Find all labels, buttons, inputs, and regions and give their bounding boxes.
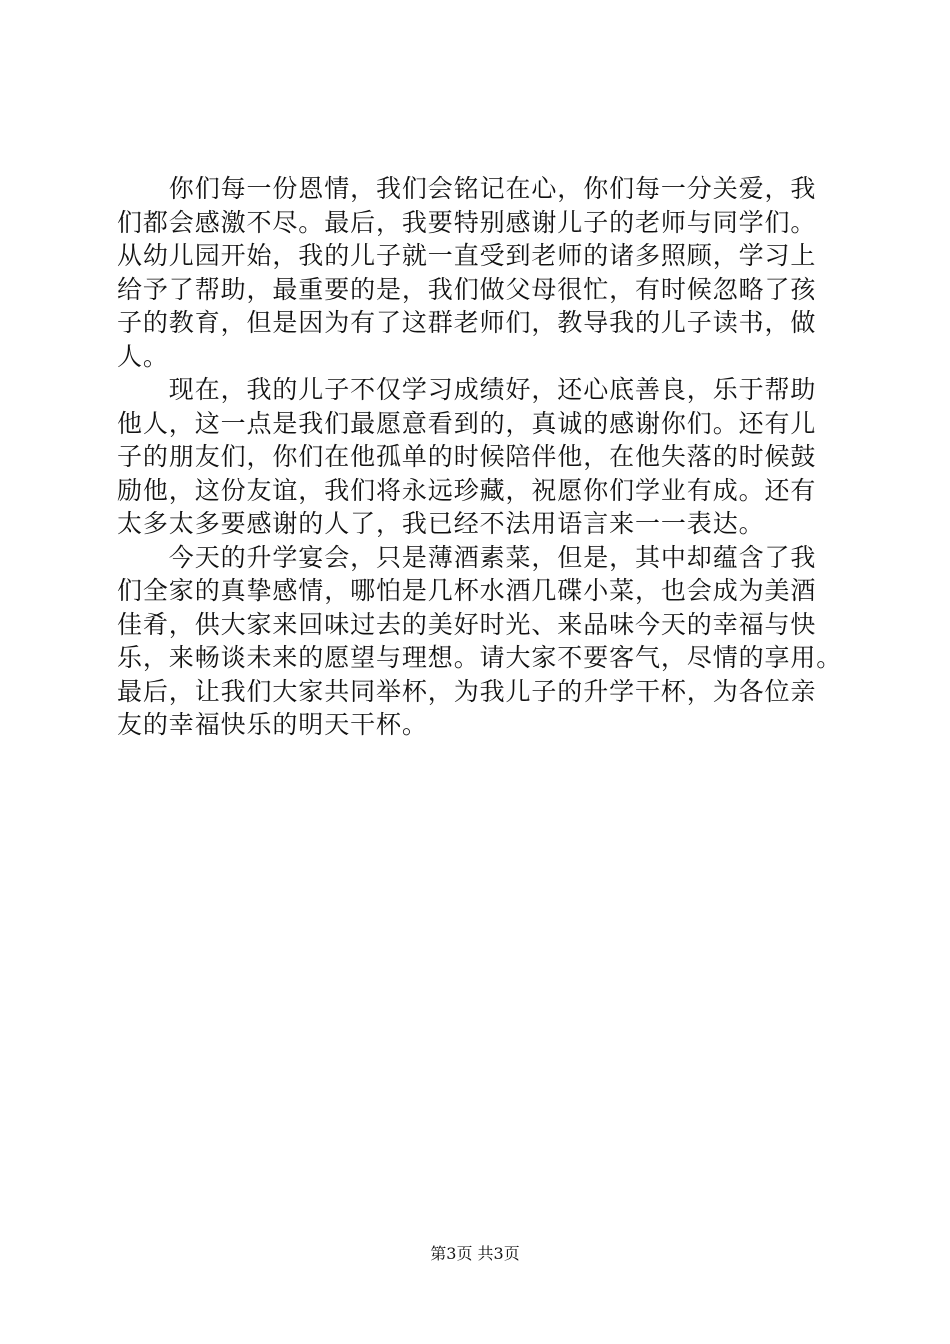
page-footer: 第3页 共3页 bbox=[430, 1244, 520, 1263]
text-line: 从幼儿园开始，我的儿子就一直受到老师的诸多照顾，学习上 bbox=[117, 241, 817, 270]
text-line: 友的幸福快乐的明天干杯。 bbox=[117, 710, 428, 739]
text-line: 励他，这份友谊，我们将永远珍藏，祝愿你们学业有成。还有 bbox=[117, 475, 817, 505]
text-line: 人。 bbox=[117, 341, 169, 371]
body-text bbox=[117, 172, 857, 742]
text-line: 太多太多要感谢的人了，我已经不法用语言来一一表达。 bbox=[117, 509, 765, 538]
text-line: 现在，我的儿子不仅学习成绩好，还心底善良，乐于帮助 bbox=[117, 375, 817, 404]
text-line: 们都会感激不尽。最后，我要特别感谢儿子的老师与同学们。 bbox=[117, 207, 817, 237]
text-line: 子的教育，但是因为有了这群老师们，教导我的儿子读书，做 bbox=[117, 308, 817, 337]
text-line: 今天的升学宴会，只是薄酒素菜，但是，其中却蕴含了我 bbox=[117, 542, 817, 572]
text-line: 你们每一份恩情，我们会铭记在心，你们每一分关爱，我 bbox=[117, 174, 817, 203]
text-line: 他人，这一点是我们最愿意看到的，真诚的感谢你们。还有儿 bbox=[117, 408, 817, 438]
text-line: 们全家的真挚感情，哪怕是几杯水酒几碟小菜，也会成为美酒 bbox=[117, 576, 817, 605]
text-line: 给予了帮助，最重要的是，我们做父母很忙，有时候忽略了孩 bbox=[117, 274, 817, 304]
text-line: 佳肴，供大家来回味过去的美好时光、来品味今天的幸福与快 bbox=[117, 609, 817, 639]
text-line: 子的朋友们，你们在他孤单的时候陪伴他，在他失落的时候鼓 bbox=[117, 442, 817, 471]
text-line: 乐，来畅谈未来的愿望与理想。请大家不要客气，尽情的享用。 bbox=[117, 643, 843, 672]
text-line: 最后，让我们大家共同举杯，为我儿子的升学干杯，为各位亲 bbox=[117, 676, 817, 706]
